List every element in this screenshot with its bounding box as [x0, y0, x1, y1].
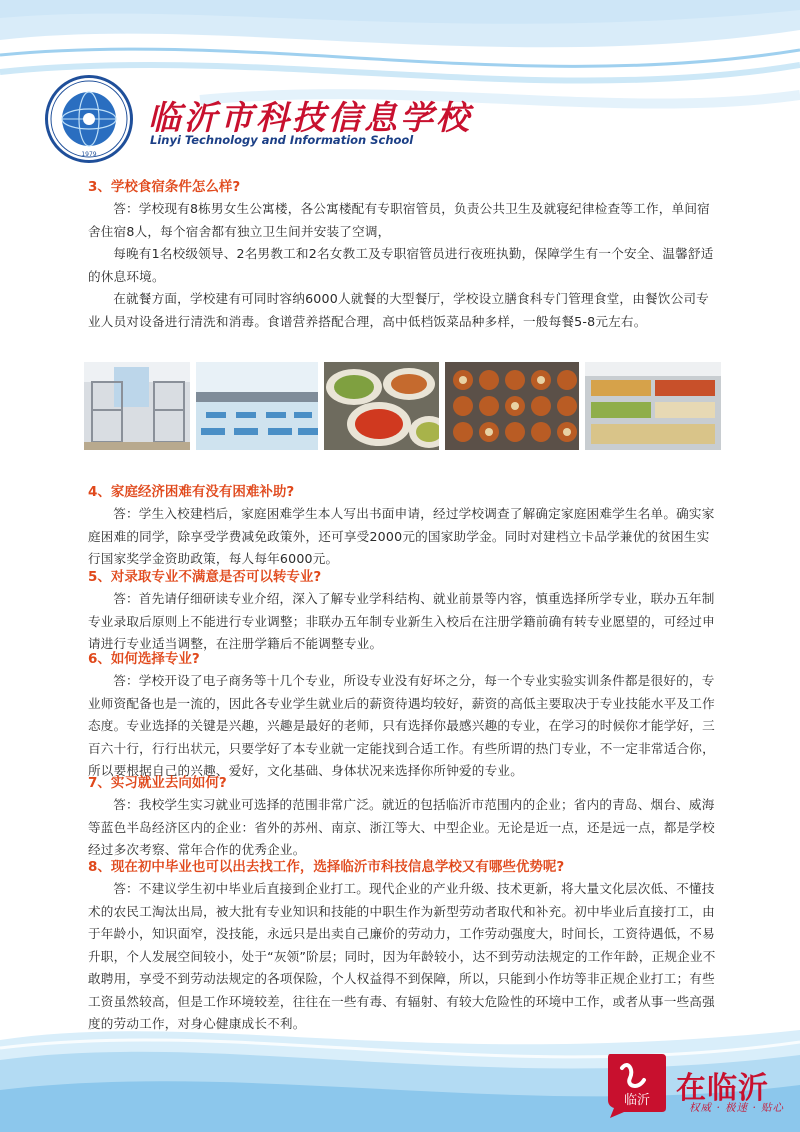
section-title: 8、现在初中毕业也可以出去找工作，选择临沂市科技信息学校又有哪些优势呢?	[88, 859, 565, 875]
section-7	[88, 772, 720, 862]
header	[0, 0, 800, 170]
school-name-en: Linyi Technology and Information School	[150, 133, 414, 147]
brand-slogan: 权威 · 极速 · 贴心	[689, 1102, 785, 1114]
brand-name: 在临沂	[676, 1071, 769, 1106]
meal-trays-photo	[445, 362, 579, 450]
paragraph: 答：学校现有8栋男女生公寓楼，各公寓楼配有专职宿管员，负责公共卫生及就寝纪律检查等工作，单间宿舍住宿8人，每个宿舍都有独立卫生间并安装了空调，	[88, 201, 710, 239]
section-title: 5、对录取专业不满意是否可以转专业?	[88, 569, 322, 585]
section-8	[88, 856, 720, 1036]
section-4	[88, 481, 720, 571]
paragraph: 答：学校开设了电子商务等十几个专业，所设专业没有好坏之分，每一个专业实验实训条件都是很好的，专业师资配备也是一流的，因此各专业学生就业后的薪资待遇均较好，薪资的高低主要取决于专业技能水平及工作态度。专业选择的关键是兴趣，兴趣是最好的老师，只有选择你最感兴趣的专业，在学习的时候你才能学好，三百六十行，行行出状元，只要学好了本专业就一定能找到合适工作。有些所谓的热门专业，不一定非常适合你，所以要根据自己的兴趣、爱好，文化基础、身体状况来选择你所钟爱的专业。	[88, 673, 715, 778]
paragraph: 答：首先请仔细研读专业介绍，深入了解专业学科结构、就业前景等内容，慎重选择所学专业，联办五年制专业录取后原则上不能进行专业调整；非联办五年制专业新生入校后在注册学籍前确有转专业愿望的，可经过申请进行专业适当调整，在注册学籍后不能调整专业。	[88, 591, 715, 651]
canteen-hall-photo	[196, 362, 318, 450]
paragraph: 在就餐方面，学校建有可同时容纳6000人就餐的大型餐厅，学校设立膳食科专门管理食堂，由餐饮公司专业人员对设备进行清洗和消毒。食谱营养搭配合理，高中低档饭菜品种多样，一般每餐5-8元左右。	[88, 291, 709, 329]
dormitory-photo	[84, 362, 190, 450]
paragraph: 答：学生入校建档后，家庭困难学生本人写出书面申请，经过学校调查了解确定家庭困难学生名单。确实家庭困难的同学，除享受学费减免政策外，还可享受2000元的国家助学金。同时对建档立卡品学兼优的贫困生实行国家奖学金资助政策，每人每年6000元。	[88, 506, 715, 566]
section-6	[88, 648, 720, 783]
zailinyi-logo	[604, 1050, 668, 1120]
school-name-cn: 临沂市科技信息学校	[148, 98, 472, 137]
logo-year: 1979	[81, 151, 97, 158]
school-logo	[45, 75, 133, 163]
section-title: 4、家庭经济困难有没有困难补助?	[88, 484, 295, 500]
paragraph: 答：我校学生实习就业可选择的范围非常广泛。就近的包括临沂市范围内的企业；省内的青岛、烟台、威海等蓝色半岛经济区内的企业：省外的苏州、南京、浙江等大、中型企业。无论是近一点，还是远一点，都是学校经过多次考察、常年合作的优秀企业。	[88, 797, 715, 857]
section-3	[88, 176, 720, 333]
buffet-photo	[585, 362, 721, 450]
section-title: 6、如何选择专业?	[88, 651, 200, 667]
logo-text: 临沂	[623, 1093, 651, 1108]
section-title: 3、学校食宿条件怎么样?	[88, 179, 241, 195]
photo-strip	[84, 362, 724, 450]
section-5	[88, 566, 720, 656]
dishes-photo	[324, 362, 439, 450]
paragraph: 答：不建议学生初中毕业后直接到企业打工。现代企业的产业升级、技术更新，将大量文化层次低、不懂技术的农民工淘汰出局，被大批有专业知识和技能的中职生作为新型劳动者取代和补充。初中毕业后直接打工，由于年龄小，知识面窄，没技能，永远只是出卖自己廉价的劳动力，工作劳动强度大，时间长，工资待遇低，不易升职，个人发展空间较小，处于“灰领”阶层；同时，因为年龄较小，达不到劳动法规定的工作年龄，正规企业不敢聘用，享受不到劳动法规定的各项保险，个人权益得不到保障，所以，只能到小作坊等非正规企业打工；有些工资虽然较高，但是工作环境较差，往往在一些有毒、有辐射、有较大危险性的环境中工作，或者从事一些高强度的劳动工作，对身心健康成长不利。	[88, 881, 716, 1031]
section-title: 7、实习就业去向如何?	[88, 775, 227, 791]
paragraph: 每晚有1名校级领导、2名男教工和2名女教工及专职宿管员进行夜班执勤，保障学生有一个安全、温馨舒适的休息环境。	[88, 246, 714, 284]
